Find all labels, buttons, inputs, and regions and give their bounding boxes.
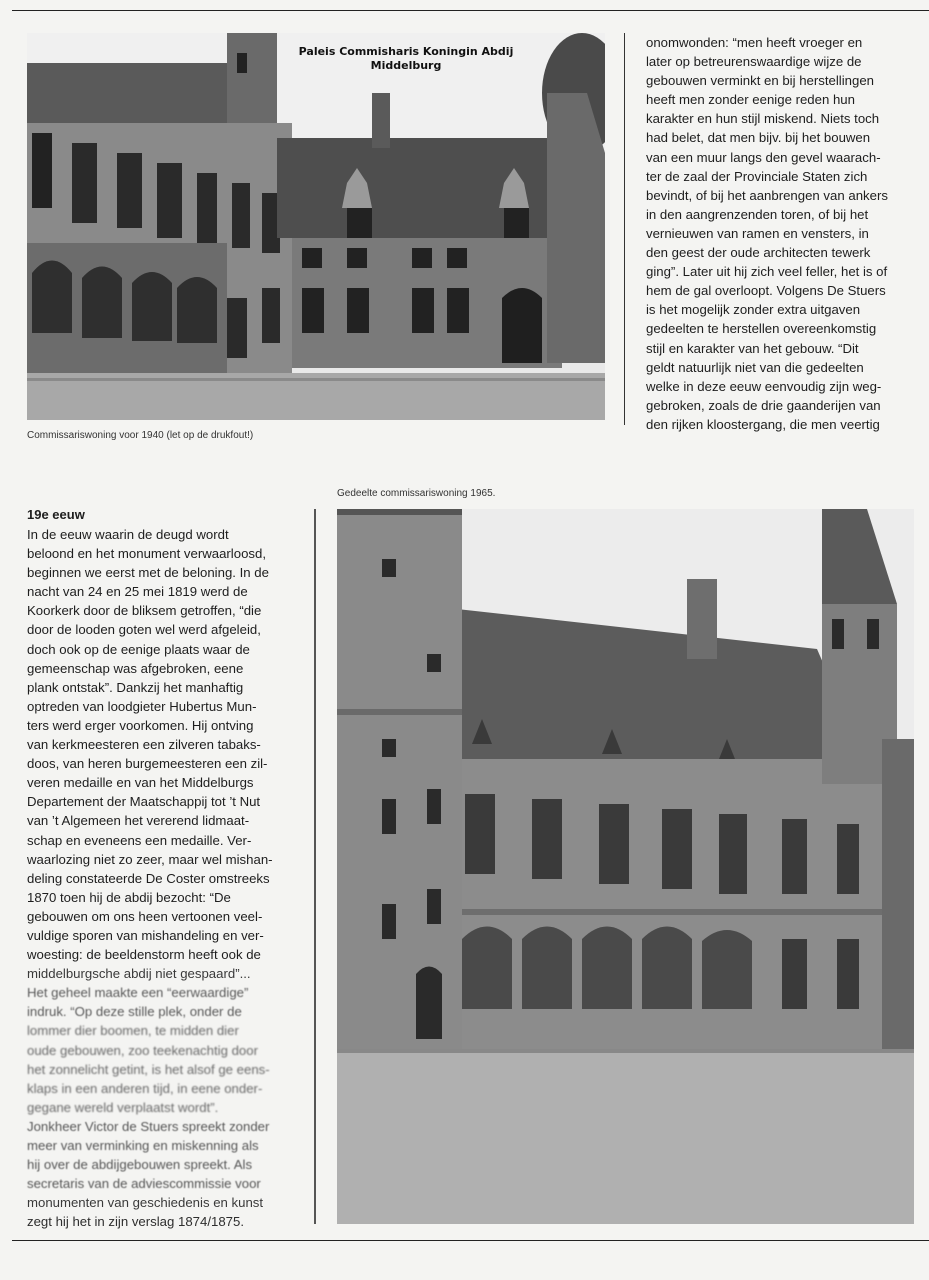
photo-commissariswoning-1965 — [337, 509, 914, 1224]
text-line: vernieuwen van ramen en vensters, in — [646, 225, 869, 241]
column-rule-left — [314, 509, 316, 1224]
text-line: het zonnelicht getint, is het alsof ge eens- — [27, 1061, 270, 1077]
text-line: secretaris van de adviescommissie voor — [27, 1176, 261, 1192]
text-line: heeft men zonder eenige reden hun — [646, 92, 855, 108]
text-line: veren medaille en van het Middelburgs — [27, 775, 254, 791]
text-line: In de eeuw waarin de deugd wordt — [27, 527, 229, 542]
text-line: plank ontstak”. Dankzij het manhaftig — [27, 679, 244, 695]
text-line: den rijken kloostergang, die men veertig — [646, 416, 880, 432]
text-line: klaps in een anderen tijd, in eene onder- — [27, 1080, 263, 1096]
text-line: in den aangrenzenden toren, of bij het — [646, 206, 869, 222]
text-line: stijl en karakter van het gebouw. “Dit — [646, 340, 859, 356]
photo2-caption: Gedeelte commissariswoning 1965. — [337, 488, 496, 499]
text-line: den geest der oude architecten tewerk — [646, 245, 871, 261]
text-line: ter de zaal der Provinciale Staten zich — [646, 168, 868, 184]
text-line: gemeenschap was afgebroken, eene — [27, 660, 244, 676]
text-line: gegane wereld verplaatst wordt”. — [27, 1099, 219, 1115]
text-line: doch ook op de eenige plaats waar de — [27, 641, 250, 657]
photo1-title — [207, 45, 605, 73]
text-line: monumenten van geschiedenis en kunst — [27, 1195, 264, 1211]
text-line: beginnen we eerst met de beloning. In de — [27, 565, 269, 581]
text-line: deling constateerde De Coster omstreeks — [27, 870, 270, 886]
text-line: hem de gal overloopt. Volgens De Stuers — [646, 283, 886, 299]
text-line: lommer dier boomen, te midden dier — [27, 1023, 239, 1039]
text-line: indruk. “Op deze stille plek, onder de — [27, 1004, 242, 1020]
text-line: meer van verminking en miskenning als — [27, 1138, 259, 1153]
text-line: Departement der Maatschappij tot ’t Nut — [27, 794, 261, 810]
text-line: schap en eveneens een medaille. Ver- — [27, 832, 252, 848]
text-line: hij over de abdijgebouwen spreekt. Als — [27, 1157, 253, 1173]
text-line: van een muur langs den gevel waarach- — [646, 149, 881, 165]
left-column-text — [27, 525, 299, 1231]
text-line: is het mogelijk zonder extra uitgaven — [646, 302, 861, 318]
text-line: doos, van heren burgemeesteren een zil- — [27, 756, 268, 772]
right-column-text — [646, 33, 916, 434]
bottom-rule — [12, 1240, 929, 1241]
text-line: bevindt, of bij het aanbrengen van ankers — [646, 187, 888, 203]
text-line: beloond en het monument verwaarloosd, — [27, 546, 266, 562]
photo1-title-line1: Paleis Commisharis Koningin Abdij — [298, 45, 514, 58]
text-line: geldt natuurlijk niet van die gedeelten — [646, 359, 864, 375]
text-line: oude gebouwen, zoo teekenachtig door — [27, 1042, 258, 1058]
photo-commissariswoning-before-1940 — [27, 33, 605, 420]
text-line: van ’t Algemeen het vererend lidmaat- — [27, 813, 250, 829]
photo1-illustration — [27, 33, 605, 420]
text-line: later op betreurenswaardige wijze de — [646, 54, 862, 70]
text-line: waarlozing niet zo zeer, maar wel mishan- — [27, 851, 273, 867]
section-heading: 19e eeuw — [27, 507, 85, 522]
text-line: middelburgsche abdij niet gespaard”... — [27, 966, 251, 982]
text-line: had belet, dat men bijv. bij het bouwen — [646, 130, 871, 146]
photo2-illustration — [337, 509, 914, 1224]
text-line: onomwonden: “men heeft vroeger en — [646, 35, 863, 50]
text-line: woesting: de beeldenstorm heeft ook de — [27, 947, 261, 963]
text-line: 1870 toen hij de abdij bezocht: “De — [27, 889, 231, 905]
text-line: van kerkmeesteren een zilveren tabaks- — [27, 737, 261, 753]
text-line: karakter en hun stijl miskend. Niets toch — [646, 111, 880, 127]
text-line: door de looden goten wel werd afgeleid, — [27, 622, 261, 638]
column-rule-right — [624, 33, 625, 425]
text-line: zegt hij het in zijn verslag 1874/1875. — [27, 1214, 245, 1230]
photo1-caption: Commissariswoning voor 1940 (let op de drukfout!) — [27, 430, 254, 441]
text-line: Het geheel maakte een “eerwaardige” — [27, 985, 249, 1001]
text-line: welke in deze eeuw eenvoudig zijn weg- — [646, 378, 882, 394]
text-line: gebroken, zoals de drie gaanderijen van — [646, 397, 881, 413]
text-line: gedeelten te herstellen overeenkomstig — [646, 321, 877, 337]
text-line: Jonkheer Victor de Stuers spreekt zonder — [27, 1118, 270, 1134]
photo1-title-line2: Middelburg — [370, 59, 442, 72]
top-rule — [12, 10, 929, 11]
text-line: ging”. Later uit hij zich veel feller, het is of — [646, 264, 888, 280]
text-line: Koorkerk door de bliksem getroffen, “die — [27, 603, 262, 619]
text-line: optreden van loodgieter Hubertus Mun- — [27, 698, 257, 714]
text-line: gebouwen verminkt en bij herstellingen — [646, 73, 874, 89]
text-line: nacht van 24 en 25 mei 1819 werd de — [27, 584, 248, 600]
text-line: gebouwen om ons heen vertoonen veel- — [27, 908, 263, 924]
text-line: vuldige sporen van mishandeling en ver- — [27, 927, 264, 943]
text-line: ters werd erger voorkomen. Hij ontving — [27, 717, 254, 733]
